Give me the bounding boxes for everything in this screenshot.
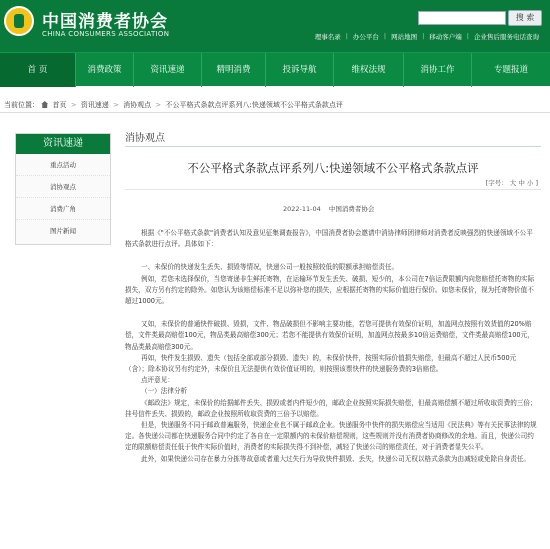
top-link-service-phone[interactable]: 企业售后服务电话查询 <box>474 33 539 41</box>
sidebar-item-key-activities[interactable]: 重点活动 <box>16 154 110 176</box>
article-body <box>125 228 539 465</box>
paragraph: 一、未保价的快递发生丢失、损毁等情况，快递公司一般按照较低的限额承担赔偿责任。 <box>141 263 399 272</box>
cca-logo[interactable] <box>4 6 34 36</box>
sidebar-item-consumer-angle[interactable]: 消费广角 <box>16 198 110 220</box>
section-title: 消协观点 <box>125 133 165 144</box>
breadcrumb-news[interactable]: 资讯速递 <box>80 101 109 109</box>
divider <box>125 146 541 147</box>
breadcrumb: 当前位置： 首页 > 资讯速递 > 消协观点 > 不公平格式条款点评系列八:快递领域不公平格式条款点评 <box>4 101 343 109</box>
paragraph: 又如，未保价的普通快件破损、毁损，文件、物品破损但不影响主要功能，若您可提供有效保价证明，加盖网点按照有效货值的20%赔偿，文件类最高赔偿100元，物品类最高赔偿300元；若您不能提供有效保价证明，加盖网点按最多10倍运费赔偿，文件类最高赔偿100元，物品类最高赔偿300元。 <box>125 320 534 351</box>
breadcrumb-viewpoints[interactable]: 消协观点 <box>123 101 152 109</box>
nav-regulations[interactable]: 维权法规 <box>334 53 404 87</box>
article-title: 不公平格式条款点评系列八:快递领域不公平格式条款点评 <box>187 161 479 175</box>
sidebar <box>15 133 111 245</box>
paragraph: 例如，若您未选择保价，当您寄递非生鲜托寄物，在运输环节发生丢失、破损、短少的，本公司在7倍运费限额内向您赔偿托寄物的实际损失，双方另有约定的除外。如您认为该赔偿标准不足以弥补您的损失，应根据托寄物的实际价值进行保价。如您未保价，视为托寄物价值不超过1000元。 <box>125 274 535 306</box>
divider <box>0 112 550 113</box>
brand-name-cn[interactable]: 中国消费者协会 <box>42 12 168 32</box>
divider <box>125 189 541 190</box>
nav-smart-consumption[interactable]: 精明消费 <box>202 53 266 87</box>
sidebar-item-viewpoints[interactable]: 消协观点 <box>16 176 110 198</box>
top-link-sitemap[interactable]: 网站地图 <box>391 33 418 41</box>
brand-name-en: CHINA CONSUMERS ASSOCIATION <box>42 30 170 38</box>
paragraph: 《邮政法》规定，未保价的给据邮件丢失、损毁或者内件短少的，邮政企业按照实际损失赔偿，但最高赔偿额不超过所收取资费的三倍；挂号信件丢失、损毁的，邮政企业按照所收取资费的三倍予以赔偿。 <box>125 398 537 418</box>
sidebar-title: 资讯速递 <box>16 134 110 154</box>
breadcrumb-home[interactable]: 首页 <box>52 101 67 109</box>
search-input[interactable] <box>418 11 506 25</box>
paragraph: 再如，快件发生损毁、遗失（包括全部或部分损毁、遗失）的，未保价快件，按照实际价值损失赔偿，但最高不超过人民币500元（含）；除本协议另有约定外，未保价且无法提供有效价值证明的，则按照该票快件的快递服务费的3倍赔偿。 <box>125 353 517 374</box>
font-size-switcher[interactable]: [字号： 大 中 小 ] <box>485 179 538 187</box>
search-button[interactable]: 搜 索 <box>508 10 542 26</box>
paragraph: （一）法律分析 <box>141 387 188 396</box>
nav-home[interactable]: 首 页 <box>0 53 76 87</box>
sidebar-item-photo-news[interactable]: 图片新闻 <box>50 227 76 235</box>
article-source: 中国消费者协会 <box>328 205 375 213</box>
nav-special-reports[interactable]: 专题报道 <box>493 65 528 75</box>
article-meta <box>283 204 374 213</box>
breadcrumb-current: 不公平格式条款点评系列八:快递领域不公平格式条款点评 <box>165 101 343 109</box>
site-header <box>0 0 550 52</box>
paragraph: 但是，快递服务不同于邮政普遍服务，快递企业也不属于邮政企业。快递服务中快件的损失赔偿应当适用《民法典》等有关民事法律的规定。各快递公司都在快递服务合同中约定了各自在一定限额内的未保价赔偿规则，这些规则并没有消费者协商修改的余地。而且，快递公司约定的限额赔偿责任低于快件实际价值时，消费者的实际损失得不到补偿，减轻了快递公司的赔偿责任，对于消费者显失公平。 <box>125 421 537 452</box>
nav-complaint-guide[interactable]: 投诉导航 <box>266 53 334 87</box>
top-link-mobile[interactable]: 移动客户端 <box>429 33 462 41</box>
article-date: 2022-11-04 <box>283 205 321 213</box>
top-link-directors[interactable]: 理事名录 <box>314 33 341 41</box>
home-icon <box>41 101 48 108</box>
top-links: 理事名录 | 办公平台 | 网站地图 | 移动客户端 | 企业售后服务电话查询 <box>310 32 544 41</box>
top-link-office[interactable]: 办公平台 <box>352 33 379 41</box>
nav-consumer-policy[interactable]: 消费政策 <box>76 53 134 87</box>
main-nav <box>0 52 550 86</box>
paragraph: 此外，如果快递公司存在暴力分拣等故意或者重大过失行为导致快件损毁、丢失，快递公司无权以格式条款为由减轻或免除自身责任。 <box>141 454 531 463</box>
nav-association-work[interactable]: 消协工作 <box>404 53 472 87</box>
breadcrumb-prefix: 当前位置： <box>4 101 39 109</box>
paragraph: 根据《"不公平格式条款"消费者认知及意见征集调查报告》，中国消费者协会邀请中消协律师团律师对消费者反映强烈的快递领域不公平格式条款进行点评。具体如下： <box>125 229 533 249</box>
paragraph: 点评意见： <box>141 376 174 385</box>
nav-news[interactable]: 资讯速递 <box>134 53 202 87</box>
